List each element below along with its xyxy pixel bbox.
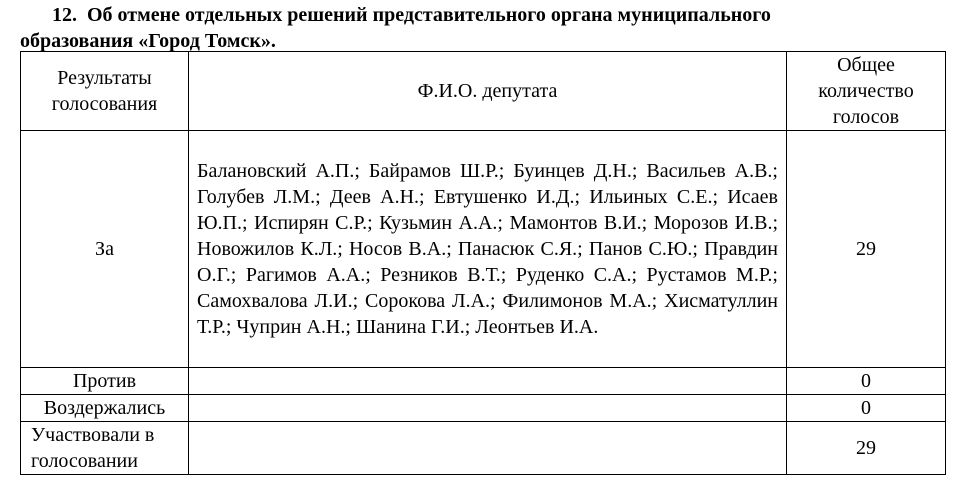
item-heading	[20, 2, 940, 54]
deputy-names	[189, 368, 787, 395]
header-total: Общее количество голосов	[787, 52, 946, 131]
voting-results-table	[20, 51, 946, 475]
table-row-abstained	[21, 395, 946, 422]
table-row-participated	[21, 422, 946, 475]
table-row-against	[21, 368, 946, 395]
vote-total: 29	[787, 131, 946, 368]
vote-total: 29	[787, 422, 946, 475]
deputy-names	[189, 422, 787, 475]
vote-total: 0	[787, 368, 946, 395]
result-label: Участвовали в голосовании	[21, 422, 189, 475]
vote-total: 0	[787, 395, 946, 422]
heading-line-1	[20, 2, 940, 28]
heading-text-line-1: Об отмене отдельных решений представительного органа муниципального	[87, 4, 771, 26]
header-deputy: Ф.И.О. депутата	[189, 52, 787, 131]
result-label: Воздержались	[21, 395, 189, 422]
result-label: Против	[21, 368, 189, 395]
deputy-names: Балановский А.П.; Байрамов Ш.Р.; Буинцев Д.Н.; Васильев А.В.; Голубев Л.М.; Деев А.Н.; Евтушенко И.Д.; Ильиных С.Е.; Исаев Ю.П.; Испирян С.Р.; Кузьмин А.А.; Мамонтов В.И.; Морозов И.В.; Новожилов К.Л.; Носов В.А.; Панасюк С.Я.; Панов С.Ю.; Правдин О.Г.; Рагимов А.А.; Резников В.Т.; Руденко С.А.; Рустамов М.Р.; Самохвалова Л.И.; Сорокова Л.А.; Филимонов М.А.; Хисматуллин Т.Р.; Чуприн А.Н.; Шанина Г.И.; Леонтьев И.А.	[189, 131, 787, 368]
result-label: За	[21, 131, 189, 368]
item-number: 12.	[52, 4, 77, 26]
heading-text-line-2: образования «Город Томск».	[20, 30, 276, 52]
deputy-names	[189, 395, 787, 422]
header-result: Результаты голосования	[21, 52, 189, 131]
table-header-row	[21, 52, 946, 131]
table-row-for	[21, 131, 946, 368]
